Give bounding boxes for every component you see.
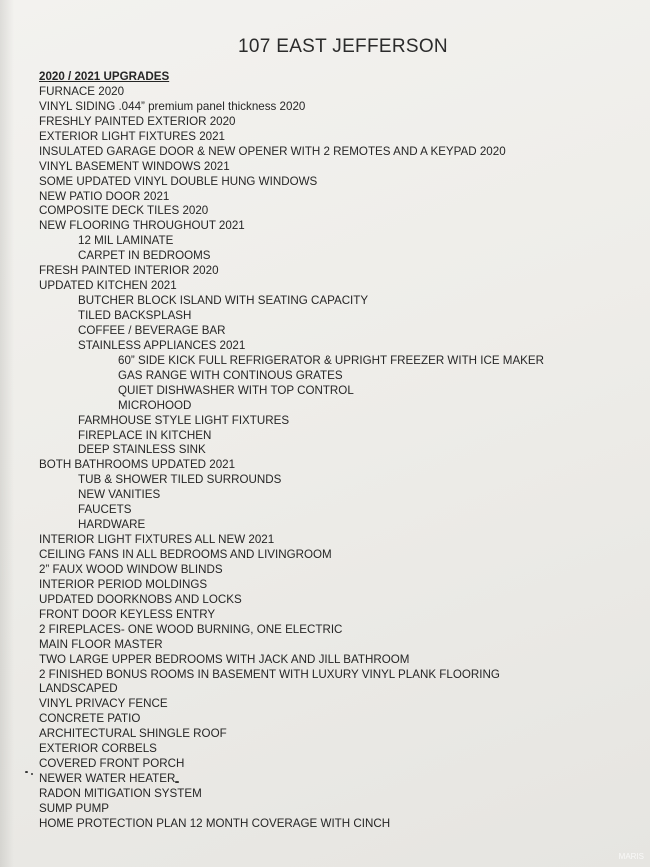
list-item: GAS RANGE WITH CONTINOUS GRATES (118, 368, 343, 382)
ink-speck (25, 771, 28, 773)
list-item: BOTH BATHROOMS UPDATED 2021 (39, 458, 236, 472)
list-item: VINYL SIDING .044” premium panel thickness 2020 (39, 99, 306, 113)
list-item: MAIN FLOOR MASTER (39, 637, 163, 651)
list-item: 60” SIDE KICK FULL REFRIGERATOR & UPRIGHT FREEZER WITH ICE MAKER (118, 353, 545, 367)
list-item: HOME PROTECTION PLAN 12 MONTH COVERAGE WITH CINCH (39, 816, 391, 830)
list-item: STAINLESS APPLIANCES 2021 (78, 338, 246, 352)
list-item: FIREPLACE IN KITCHEN (78, 428, 212, 442)
list-item: FRONT DOOR KEYLESS ENTRY (39, 607, 216, 621)
list-item: TILED BACKSPLASH (78, 309, 192, 322)
list-item: NEW PATIO DOOR 2021 (39, 189, 170, 203)
list-item: LANDSCAPED (39, 682, 118, 696)
list-item: QUIET DISHWASHER WITH TOP CONTROL (118, 383, 354, 397)
list-item: EXTERIOR LIGHT FIXTURES 2021 (39, 129, 225, 143)
list-item: INTERIOR LIGHT FIXTURES ALL NEW 2021 (39, 533, 275, 547)
list-item: FRESH PAINTED INTERIOR 2020 (39, 264, 219, 278)
list-item: TWO LARGE UPPER BEDROOMS WITH JACK AND JILL BATHROOM (39, 652, 410, 666)
list-item: ARCHITECTURAL SHINGLE ROOF (39, 727, 227, 741)
list-item: FARMHOUSE STYLE LIGHT FIXTURES (78, 413, 290, 427)
list-item: TUB & SHOWER TILED SURROUNDS (78, 473, 282, 487)
list-item: CEILING FANS IN ALL BEDROOMS AND LIVINGROOM (39, 548, 332, 561)
list-item: DEEP STAINLESS SINK (78, 443, 206, 457)
list-item: SOME UPDATED VINYL DOUBLE HUNG WINDOWS (39, 174, 318, 188)
list-item: 12 MIL LAMINATE (78, 234, 174, 248)
list-item: NEW VANITIES (78, 488, 161, 502)
page-shadow (0, 0, 14, 867)
list-item: FURNACE 2020 (39, 84, 125, 98)
list-item: 2” FAUX WOOD WINDOW BLINDS (39, 562, 223, 576)
list-item: COFFEE / BEVERAGE BAR (78, 323, 226, 337)
list-item: RADON MITIGATION SYSTEM (39, 787, 202, 800)
list-item: INSULATED GARAGE DOOR & NEW OPENER WITH 2 REMOTES AND A KEYPAD 2020 (39, 144, 506, 158)
page-title: 107 EAST JEFFERSON (238, 36, 448, 57)
list-item: FRESHLY PAINTED EXTERIOR 2020 (39, 114, 236, 128)
list-item: EXTERIOR CORBELS (39, 742, 157, 756)
list-item: 2 FINISHED BONUS ROOMS IN BASEMENT WITH LUXURY VINYL PLANK FLOORING (39, 667, 500, 681)
list-item: COMPOSITE DECK TILES 2020 (39, 204, 209, 218)
list-item: 2 FIREPLACES- ONE WOOD BURNING, ONE ELECTRIC (39, 622, 343, 636)
list-item: FAUCETS (78, 503, 132, 517)
list-item: COVERED FRONT PORCH (39, 757, 185, 771)
upgrades-heading: 2020 / 2021 UPGRADES (39, 70, 170, 83)
list-item: SUMP PUMP (39, 801, 110, 815)
ink-speck (175, 781, 179, 783)
list-item: UPDATED DOORKNOBS AND LOCKS (39, 592, 242, 606)
list-item: CONCRETE PATIO (39, 712, 141, 726)
list-item: MICROHOOD (118, 398, 192, 412)
list-item: HARDWARE (78, 518, 146, 532)
list-item: UPDATED KITCHEN 2021 (39, 279, 177, 293)
list-item: NEW FLOORING THROUGHOUT 2021 (39, 219, 245, 233)
watermark: MARIS (618, 852, 644, 861)
ink-speck (31, 773, 33, 775)
upgrades-items (39, 85, 639, 832)
list-item: INTERIOR PERIOD MOLDINGS (39, 577, 208, 591)
list-item: VINYL PRIVACY FENCE (39, 697, 168, 711)
upgrades-list (39, 70, 639, 832)
list-item: CARPET IN BEDROOMS (78, 249, 211, 263)
list-item: BUTCHER BLOCK ISLAND WITH SEATING CAPACITY (78, 294, 369, 308)
list-item: VINYL BASEMENT WINDOWS 2021 (39, 159, 230, 173)
list-item: NEWER WATER HEATER (39, 772, 176, 786)
